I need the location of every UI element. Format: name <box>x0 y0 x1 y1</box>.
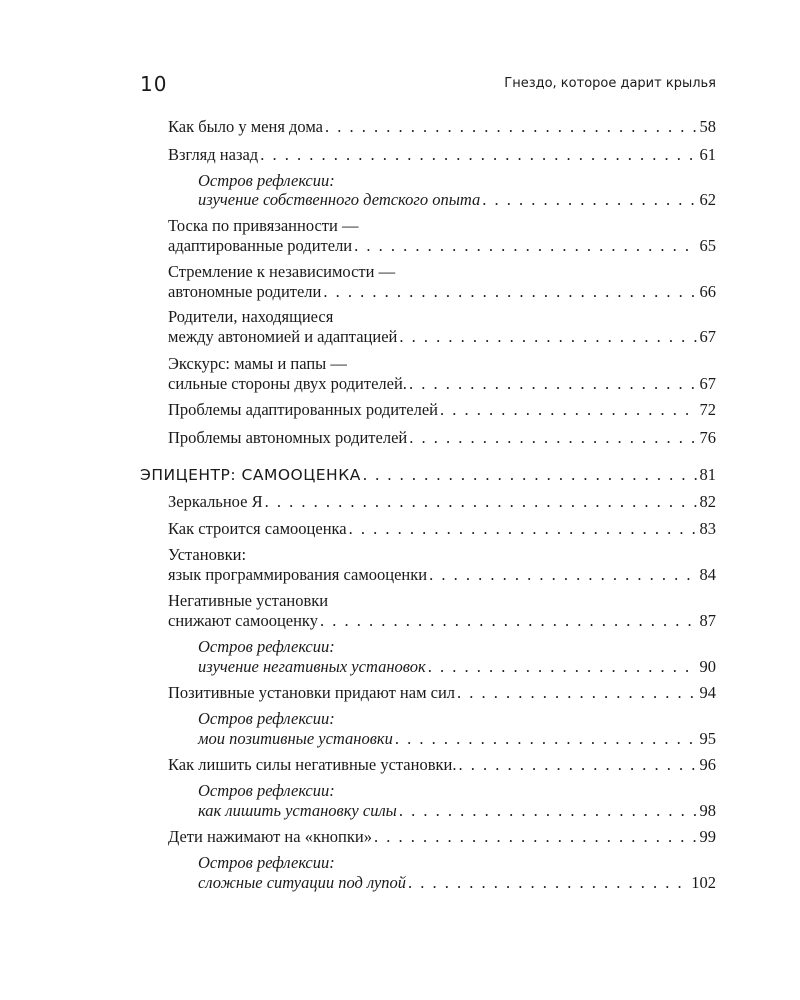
dot-leader <box>408 872 689 894</box>
dot-leader <box>399 800 698 822</box>
toc-entry <box>168 826 716 848</box>
toc-entry-title: Проблемы адаптированных родителей <box>168 400 438 419</box>
dot-leader <box>428 656 698 678</box>
toc-entry <box>168 281 716 303</box>
toc-entry <box>168 373 716 395</box>
toc-entry <box>198 728 716 750</box>
toc-section-title: ЭПИЦЕНТР: САМООЦЕНКА <box>140 466 361 484</box>
toc-entry-page: 67 <box>699 374 716 393</box>
toc-entry-title: Проблемы автономных родителей <box>168 428 408 447</box>
toc-entry-page: 94 <box>699 683 716 702</box>
toc-entry-title: изучение негативных установок <box>198 657 426 676</box>
dot-leader <box>320 610 698 632</box>
toc-entry-title-line1: Остров рефлексии: <box>198 171 335 190</box>
dot-leader <box>482 189 697 211</box>
toc-section-page: 81 <box>699 465 716 484</box>
toc-entry-title: изучение собственного детского опыта <box>198 190 481 209</box>
toc-entry-title-line1: Стремление к независимости — <box>168 262 396 281</box>
dot-leader <box>349 518 698 540</box>
toc-entry-page: 87 <box>699 611 716 630</box>
dot-leader <box>399 326 697 348</box>
toc-entry-page: 84 <box>699 565 716 584</box>
toc-entry <box>168 754 716 776</box>
toc-entry <box>198 800 716 822</box>
toc-entry-page: 76 <box>699 428 716 447</box>
toc-entry-title-line1: Остров рефлексии: <box>198 709 335 728</box>
toc-entry <box>168 235 716 257</box>
toc-entry-page: 102 <box>691 873 716 892</box>
dot-leader <box>325 116 697 138</box>
dot-leader <box>429 564 697 586</box>
toc-entry-page: 99 <box>699 827 716 846</box>
toc-entry-page: 83 <box>699 519 716 538</box>
toc-entry-title-line1: Тоска по привязанности — <box>168 216 359 235</box>
toc-entry-title: адаптированные родители <box>168 236 353 255</box>
toc-entry-page: 72 <box>699 400 716 419</box>
dot-leader <box>265 491 698 513</box>
toc-entry <box>168 564 716 586</box>
toc-entry-title: Дети нажимают на «кнопки» <box>168 827 372 846</box>
toc-entry-title: как лишить установку силы <box>198 801 397 820</box>
toc-entry-title: Зеркальное Я <box>168 492 263 511</box>
toc-entry-page: 66 <box>699 282 716 301</box>
toc-entry-title-line1: Остров рефлексии: <box>198 781 335 800</box>
toc-entry-page: 61 <box>699 145 716 164</box>
dot-leader <box>395 728 698 750</box>
toc-section <box>140 464 716 486</box>
dot-leader <box>457 682 697 704</box>
toc-entry-page: 82 <box>699 492 716 511</box>
toc-entry-page: 95 <box>699 729 716 748</box>
dot-leader <box>374 826 698 848</box>
toc-entry <box>168 326 716 348</box>
toc-entry-title-line1: Экскурс: мамы и папы — <box>168 354 347 373</box>
toc-entry <box>168 518 716 540</box>
page-number: 10 <box>140 72 168 96</box>
toc-entry-page: 90 <box>699 657 716 676</box>
toc-entry-title: Как было у меня дома <box>168 117 324 136</box>
dot-leader <box>458 754 697 776</box>
toc-entry-title: Как лишить силы негативные установки. <box>168 755 457 774</box>
toc-entry-title: язык программирования самооценки <box>168 565 428 584</box>
toc-entry-page: 67 <box>699 327 716 346</box>
toc-entry-title: Взгляд назад <box>168 145 259 164</box>
toc-entry <box>168 610 716 632</box>
dot-leader <box>354 235 697 257</box>
toc-entry-title-line1: Остров рефлексии: <box>198 853 335 872</box>
toc-entry-title-line1: Родители, находящиеся <box>168 307 334 326</box>
toc-entry-title-line1: Остров рефлексии: <box>198 637 335 656</box>
toc-entry-title: сложные ситуации под лупой <box>198 873 407 892</box>
toc-entry-title: Как строится самооценка <box>168 519 347 538</box>
dot-leader <box>323 281 697 303</box>
toc-entry-title: автономные родители <box>168 282 322 301</box>
dot-leader <box>409 373 698 395</box>
toc-entry-title: Позитивные установки придают нам сил <box>168 683 456 702</box>
dot-leader <box>363 464 698 486</box>
toc-entry-title-line1: Установки: <box>168 545 247 564</box>
toc-entry <box>168 682 716 704</box>
dot-leader <box>440 399 698 421</box>
toc-entry-page: 98 <box>699 801 716 820</box>
toc-entry <box>198 189 716 211</box>
dot-leader <box>409 427 697 449</box>
toc-entry-page: 96 <box>699 755 716 774</box>
toc-entry <box>168 144 716 166</box>
toc-entry-title: сильные стороны двух родителей. <box>168 374 407 393</box>
toc-entry-title: мои позитивные установки <box>198 729 393 748</box>
dot-leader <box>260 144 697 166</box>
toc-entry-title: между автономией и адаптацией <box>168 327 398 346</box>
toc-entry-page: 58 <box>699 117 716 136</box>
toc-entry <box>168 491 716 513</box>
toc-entry <box>198 872 716 894</box>
toc-entry-page: 65 <box>699 236 716 255</box>
toc-entry <box>168 399 716 421</box>
toc-entry <box>168 427 716 449</box>
toc-entry-page: 62 <box>699 190 716 209</box>
running-title: Гнездо, которое дарит крылья <box>504 76 716 91</box>
toc-entry-title: снижают самооценку <box>168 611 318 630</box>
toc-entry <box>168 116 716 138</box>
toc-entry <box>198 656 716 678</box>
toc-entry-title-line1: Негативные установки <box>168 591 329 610</box>
